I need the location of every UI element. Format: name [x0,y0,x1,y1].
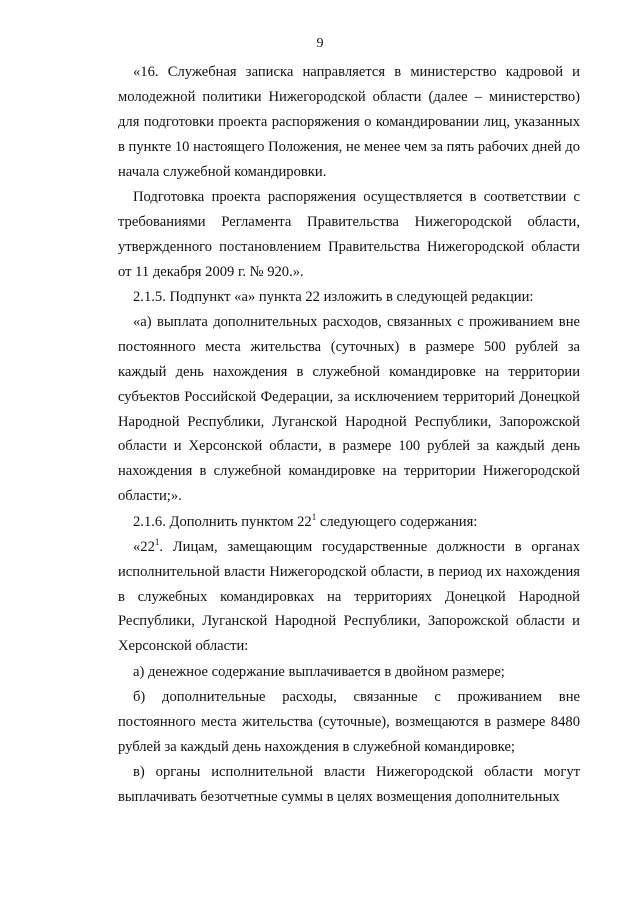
page-number: 9 [316,36,324,51]
paragraph-16-memo: «16. Служебная записка направляется в министерство кадровой и молодежной политики Нижегородской области (далее – министерство) для подготовки проекта распоряжения о командировании лиц, указанных в пункте 10 настоящего Положения, не менее чем за пять рабочих дней до начала служебной командировки. [118,64,580,180]
document-body [118,60,580,810]
paragraph-2-1-6-text-before: 2.1.6. Дополнить пунктом 22 [133,513,312,530]
paragraph-2-1-6 [118,510,580,535]
list-item-c: в) органы исполнительной власти Нижегородской области могут выплачивать безотчетные суммы в целях возмещения дополнительных [118,763,580,805]
list-item-a: а) денежное содержание выплачивается в двойном размере; [133,663,505,680]
superscript-mark: 1 [154,536,160,547]
paragraph-2-1-6-text-after: следующего содержания: [316,513,478,530]
paragraph-22-1 [118,535,580,660]
list-item-b: б) дополнительные расходы, связанные с проживанием вне постоянного места жительства (суточные), возмещаются в размере 8480 рублей за каждый день нахождения в служебной командировке; [118,688,580,755]
paragraph-order-preparation: Подготовка проекта распоряжения осуществляется в соответствии с требованиями Регламента Правительства Нижегородской области, утвержденного постановлением Правительства Нижегородской области от 11 декабря 2009 г. № 920.». [118,188,580,280]
paragraph-22-1-text-before: «22 [133,538,155,555]
superscript-mark: 1 [311,511,317,522]
paragraph-subitem-a: «а) выплата дополнительных расходов, связанных с проживанием вне постоянного места жительства (суточных) в размере 500 рублей за каждый день нахождения в служебной командировке на территории субъектов Российской Федерации, за исключением территорий Донецкой Народной Республики, Луганской Народной Республики, Запорожской области и Херсонской области, в размере 100 рублей за каждый день нахождения в служебной командировке на территории Нижегородской области;». [118,313,580,505]
paragraph-22-1-text-after: . Лицам, замещающим государственные должности в органах исполнительной власти Нижегородской области, в период их нахождения в служебных командировках на территориях Донецкой Народной Республики, Луганской Народной Республики, Запорожской области и Херсонской области: [118,538,580,655]
paragraph-2-1-5: 2.1.5. Подпункт «а» пункта 22 изложить в следующей редакции: [133,288,534,305]
